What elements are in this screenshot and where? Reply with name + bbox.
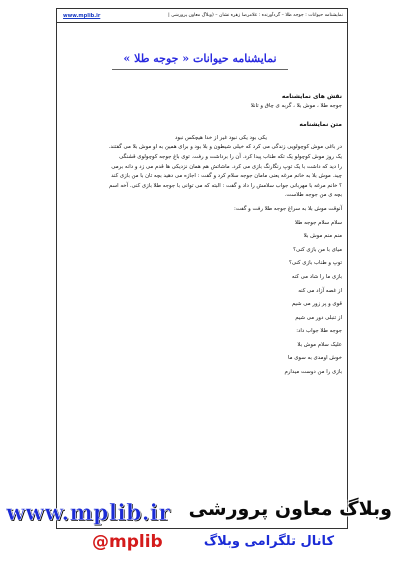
dialog-line: سلام سلام جوجه طلا (294, 219, 342, 226)
story-dialog (60, 205, 342, 378)
dialog-line: بازی ما را شاد می کنه (291, 273, 342, 280)
page-header (56, 8, 348, 22)
page-title: نمایشنامه حیوانات « جوجه طلا » (123, 52, 277, 65)
dialog-line: قوی و پر زور می شیم (291, 301, 342, 308)
paragraph-line: را دید که داشت با یک توپ رنگارنگ بازی می کرد. ماشاتش هم همان نزدیکی ها قدم می زد و دانه برمی (111, 163, 342, 170)
dialog-line: توپ و طناب بازی کنی؟ (289, 260, 342, 267)
header-site-link[interactable]: www.mplib.ir (63, 13, 101, 19)
title-underline (112, 69, 288, 70)
dialog-line: بازی را من دوست میدارم (284, 369, 342, 376)
paragraph-line: در باغی موش کوچولویی زندگی می کرد که خیلی شیطون و بلا بود و برای همین به او موش بلا می گفتند. (108, 144, 342, 151)
dialog-line: آنوقت موش بلا به سراغ جوجه طلا رفت و گفت: (234, 205, 342, 212)
dialog-line: میای با من بازی کنی؟ (293, 246, 342, 253)
dialog-line: جوجه طلا جواب داد: (296, 328, 342, 335)
paragraph-line: ؟ خانم مرغه با مهربانی جواب سلامش را داد و گفت : البته که می توانی با جوجه طلا بازی کنی. آخه اسم (109, 182, 342, 189)
watermark-channel: کانال تلگرامی وبلاگ (203, 534, 334, 549)
dialog-line: از غصه آزاد می کنه (298, 287, 342, 294)
story-paragraph (60, 143, 342, 201)
dialog-line: خوش اومدی به سوی ما (287, 355, 342, 362)
watermark-blog-name: وبلاگ معاون پرورشی (188, 498, 392, 520)
watermark-site: www.mplib.ir (6, 500, 171, 526)
paragraph-line: بچه ی من جوجه طلاست. (284, 192, 342, 199)
dialog-line: منم منم موش بلا (303, 233, 342, 240)
characters-list: جوجه طلا ، موش بلا ، گربه ی چاق و تانلا (250, 102, 342, 109)
story-intro: یکی بود یکی نبود غیر از خدا هیچکس نبود (175, 134, 267, 141)
dialog-line: علیک سلام موش بلا (297, 341, 342, 348)
header-breadcrumb: نمایشنامه حیوانات : جوجه طلا – گردآورنده : غلامرضا زهره نشان – (وبلاگ معاون پرورشی | (168, 13, 343, 18)
dialog-line: از تنبلی دور می شیم (295, 314, 342, 321)
characters-heading: نقش های نمایشنامه (281, 93, 342, 100)
text-heading: متن نمایشنامه (299, 121, 342, 129)
watermark-handle: @mplib (92, 532, 163, 552)
paragraph-line: یک روز موش کوچولو یک تکه طناب پیدا کرد. آن را برداشت و رفت. توی باغ جوجه کوچولوی قشنگی (119, 153, 342, 160)
document-body (60, 92, 342, 382)
paragraph-line: چید. موش بلا به خانم مرغه یعنی مامان جوجه سلام کرد و گفت : اجازه می دهید بچه تان با من بازی کند (111, 173, 342, 180)
